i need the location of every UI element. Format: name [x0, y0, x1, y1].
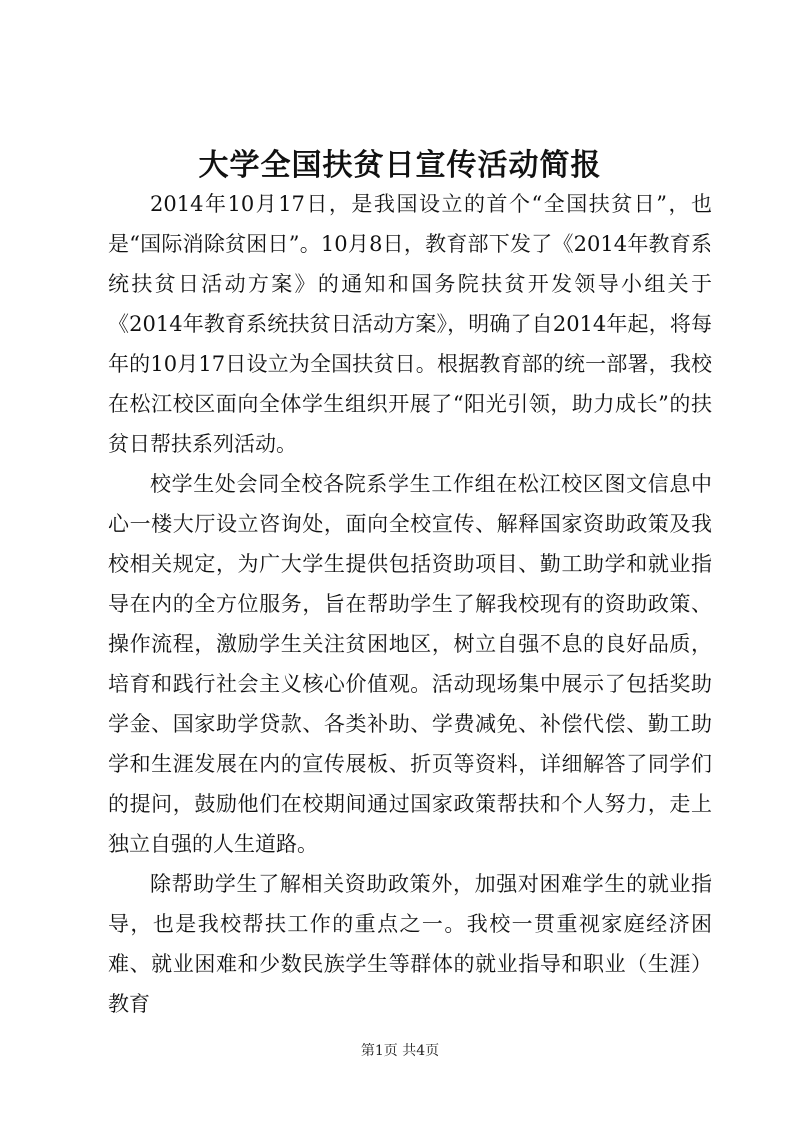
- document-body: [108, 184, 712, 1024]
- paragraph-3: 除帮助学生了解相关资助政策外，加强对困难学生的就业指导，也是我校帮扶工作的重点之一。我校一贯重视家庭经济困难、就业困难和少数民族学生等群体的就业指导和职业（生涯）教育: [108, 872, 712, 1016]
- paragraph-2: 校学生处会同全校各院系学生工作组在松江校区图文信息中心一楼大厅设立咨询处，面向全校宣传、解释国家资助政策及我校相关规定，为广大学生提供包括资助项目、勤工助学和就业指导在内的全方位服务，旨在帮助学生了解我校现有的资助政策、操作流程，激励学生关注贫困地区，树立自强不息的良好品质，培育和践行社会主义核心价值观。活动现场集中展示了包括奖助学金、国家助学贷款、各类补助、学费减免、补偿代偿、勤工助学和生涯发展在内的宣传展板、折页等资料，详细解答了同学们的提问，鼓励他们在校期间通过国家政策帮扶和个人努力，走上独立自强的人生道路。: [108, 472, 712, 856]
- document-title: 大学全国扶贫日宣传活动简报: [198, 148, 602, 183]
- paragraph-1: 2014年10月17日，是我国设立的首个“全国扶贫日”，也是“国际消除贫困日”。10月8日，教育部下发了《2014年教育系统扶贫日活动方案》的通知和国务院扶贫开发领导小组关于《2014年教育系统扶贫日活动方案》，明确了自2014年起，将每年的10月17日设立为全国扶贫日。根据教育部的统一部署，我校在松江校区面向全体学生组织开展了“阳光引领，助力成长”的扶贫日帮扶系列活动。: [108, 192, 712, 456]
- page-footer: 第1页 共4页: [360, 1043, 440, 1059]
